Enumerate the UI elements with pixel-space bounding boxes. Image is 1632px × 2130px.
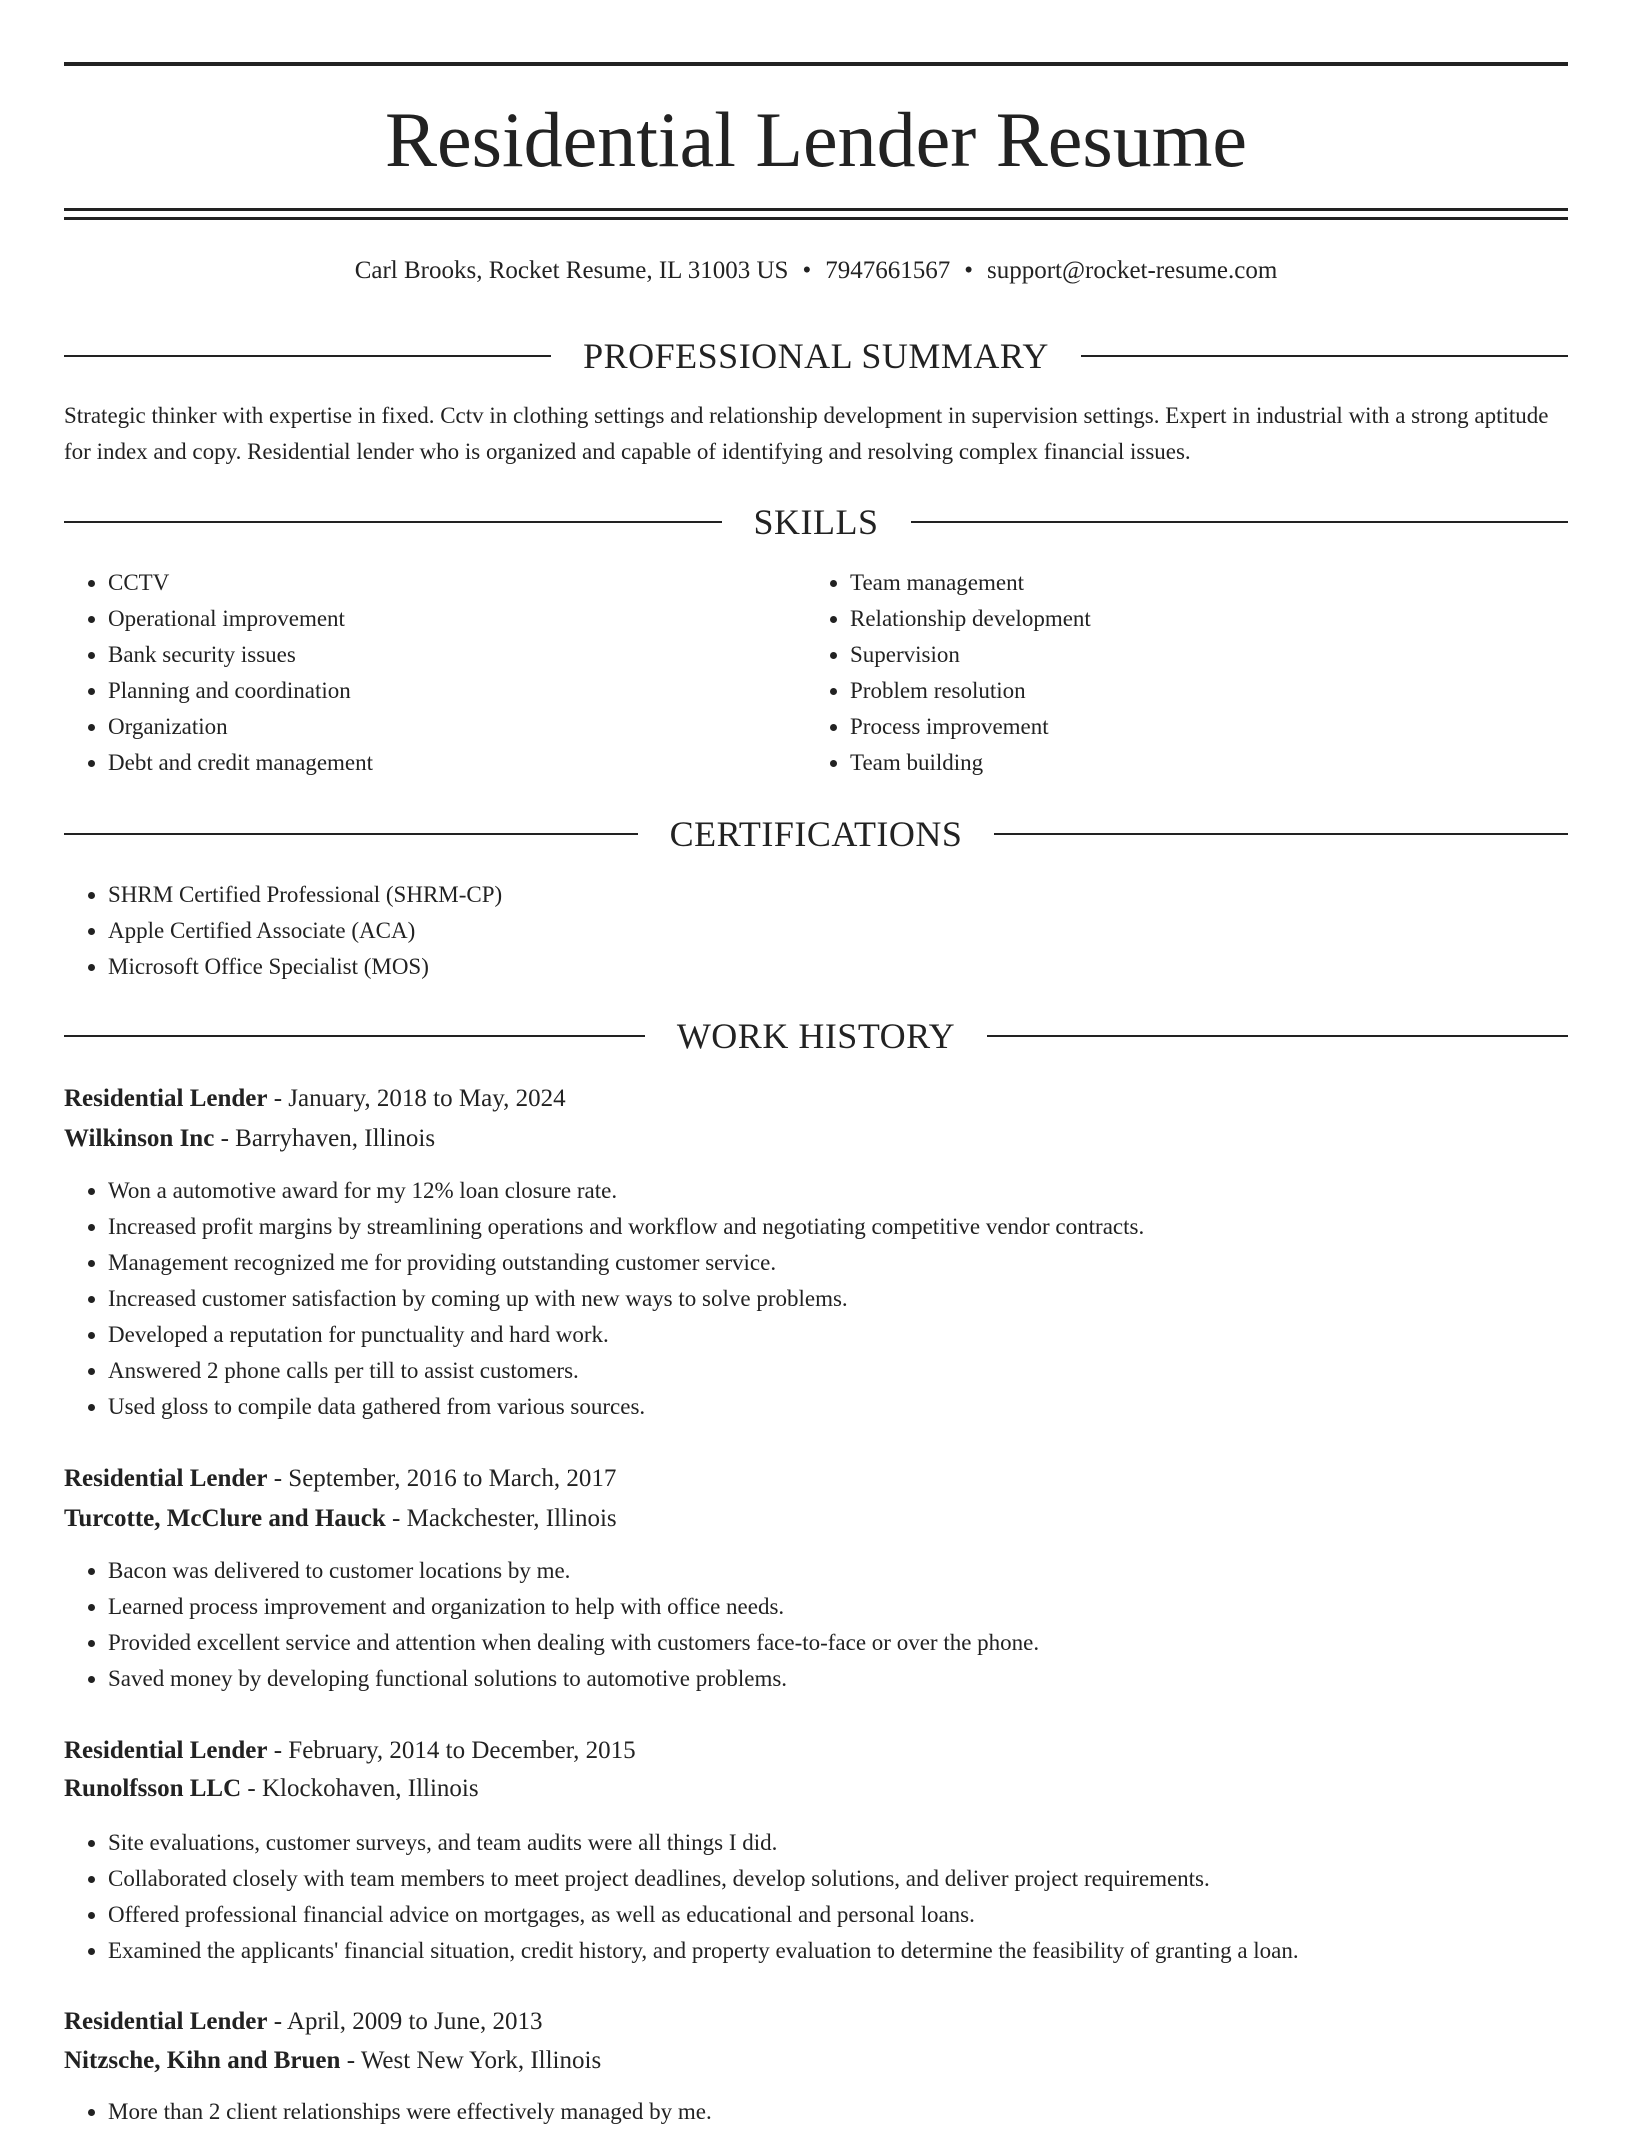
job-bullet-list bbox=[64, 1553, 1568, 1697]
dash: - bbox=[267, 1737, 289, 1764]
skills-list-left bbox=[64, 565, 804, 781]
job-company-line bbox=[64, 1500, 1568, 1538]
dash: - bbox=[241, 1775, 262, 1802]
skill-item: • Problem resolution bbox=[850, 673, 1566, 709]
divider bbox=[64, 833, 638, 835]
job-bullets bbox=[64, 1553, 1568, 1697]
job-bullet: • Used gloss to compile data gathered from various sources. bbox=[108, 1389, 1568, 1425]
job-title: Residential Lender bbox=[64, 1737, 268, 1764]
summary-text: Strategic thinker with expertise in fixed. Cctv in clothing settings and relationship development in supervision settings. Expert in industrial with a strong aptitude for index and copy. Residential lender who is organized and capable of identifying and resolving complex financial issues. bbox=[64, 403, 1549, 464]
job-dates: April, 2009 to June, 2013 bbox=[286, 2008, 543, 2035]
job-company: Turcotte, McClure and Hauck bbox=[64, 1505, 386, 1532]
job-bullet: • Learned process improvement and organization to help with office needs. bbox=[108, 1589, 1568, 1625]
job-title-line bbox=[64, 1732, 1568, 1770]
top-rule bbox=[64, 62, 1568, 66]
title-double-rule bbox=[64, 208, 1568, 220]
job-bullet: • Offered professional financial advice on mortgages, as well as educational and personal loans. bbox=[108, 1897, 1568, 1933]
job-title-line bbox=[64, 1460, 1568, 1498]
skills-list-right bbox=[806, 565, 1566, 781]
skill-item: • Relationship development bbox=[850, 601, 1566, 637]
contact-address: Carl Brooks, Rocket Resume, IL 31003 US bbox=[354, 257, 789, 284]
skills-heading bbox=[64, 500, 1568, 544]
job-location: Klockohaven, Illinois bbox=[261, 1775, 479, 1802]
job-title: Residential Lender bbox=[64, 2008, 268, 2035]
dash: - bbox=[340, 2047, 361, 2074]
job-title: Residential Lender bbox=[64, 1465, 268, 1492]
contact-separator: • bbox=[802, 257, 812, 284]
skill-item: • Operational improvement bbox=[108, 601, 804, 637]
skill-item: • Debt and credit management bbox=[108, 745, 804, 781]
skill-item: • Team management bbox=[850, 565, 1566, 601]
skill-item: • Team building bbox=[850, 745, 1566, 781]
section-title: CERTIFICATIONS bbox=[669, 814, 963, 854]
divider bbox=[911, 521, 1569, 523]
resume-title: Residential Lender Resume bbox=[384, 96, 1248, 183]
job-bullet-list bbox=[64, 1825, 1568, 1969]
certification-item: • Microsoft Office Specialist (MOS) bbox=[108, 949, 1568, 985]
job-bullet: • Won a automotive award for my 12% loan closure rate. bbox=[108, 1173, 1568, 1209]
work-history-heading bbox=[64, 1014, 1568, 1058]
certification-item: • Apple Certified Associate (ACA) bbox=[108, 913, 1568, 949]
job-company-line bbox=[64, 1770, 1568, 1808]
job-bullet: • Site evaluations, customer surveys, and team audits were all things I did. bbox=[108, 1825, 1568, 1861]
dash: - bbox=[267, 2008, 287, 2035]
skill-item: • Bank security issues bbox=[108, 637, 804, 673]
job-bullet: • Management recognized me for providing outstanding customer service. bbox=[108, 1245, 1568, 1281]
divider bbox=[987, 1035, 1568, 1037]
skill-item: • Planning and coordination bbox=[108, 673, 804, 709]
job-bullet: • More than 2 client relationships were effectively managed by me. bbox=[108, 2094, 1568, 2130]
job-bullet: • Developed a reputation for punctuality and hard work. bbox=[108, 1317, 1568, 1353]
job-bullet-list bbox=[64, 1173, 1568, 1425]
dash: - bbox=[385, 1505, 407, 1532]
job-bullet: • Saved money by developing functional solutions to automotive problems. bbox=[108, 1661, 1568, 1697]
job-dates: February, 2014 to December, 2015 bbox=[288, 1737, 636, 1764]
job-dates: January, 2018 to May, 2024 bbox=[288, 1085, 566, 1112]
job-bullets bbox=[64, 1173, 1568, 1425]
job-bullet: • Increased profit margins by streamlining operations and workflow and negotiating competitive vendor contracts. bbox=[108, 1209, 1568, 1245]
job-location: West New York, Illinois bbox=[360, 2047, 602, 2074]
job-bullet: • Collaborated closely with team members to meet project deadlines, develop solutions, and deliver project requirements. bbox=[108, 1861, 1568, 1897]
skills-column-right bbox=[806, 565, 1566, 781]
divider bbox=[64, 355, 551, 357]
certifications-heading bbox=[64, 812, 1568, 856]
skill-item: • CCTV bbox=[108, 565, 804, 601]
job-title: Residential Lender bbox=[64, 1085, 268, 1112]
contact-separator: • bbox=[964, 257, 973, 284]
divider bbox=[1081, 355, 1568, 357]
job-company: Runolfsson LLC bbox=[64, 1775, 242, 1802]
job-bullet: • Increased customer satisfaction by coming up with new ways to solve problems. bbox=[108, 1281, 1568, 1317]
dash: - bbox=[267, 1465, 289, 1492]
divider bbox=[994, 833, 1568, 835]
job-bullets bbox=[64, 2094, 1568, 2130]
job-company-line bbox=[64, 2042, 1568, 2080]
job-bullet: • Answered 2 phone calls per till to assist customers. bbox=[108, 1353, 1568, 1389]
job-bullet: • Bacon was delivered to customer locations by me. bbox=[108, 1553, 1568, 1589]
dash: - bbox=[267, 1085, 289, 1112]
certifications-list bbox=[64, 877, 1568, 985]
skill-item: • Supervision bbox=[850, 637, 1566, 673]
job-bullet: • Examined the applicants' financial situation, credit history, and property evaluation to determine the feasibility of granting a loan. bbox=[108, 1933, 1568, 1969]
dash: - bbox=[214, 1125, 236, 1152]
summary-heading bbox=[64, 334, 1568, 378]
job-bullets bbox=[64, 1825, 1568, 1969]
divider bbox=[64, 521, 722, 523]
job-bullet-list bbox=[64, 2094, 1568, 2130]
certifications-block bbox=[64, 877, 1568, 985]
divider bbox=[64, 1035, 645, 1037]
skill-item: • Process improvement bbox=[850, 709, 1566, 745]
job-dates: September, 2016 to March, 2017 bbox=[288, 1465, 617, 1492]
certification-item: • SHRM Certified Professional (SHRM-CP) bbox=[108, 877, 1568, 913]
job-title-line bbox=[64, 1080, 1568, 1118]
section-title: WORK HISTORY bbox=[676, 1016, 956, 1056]
contact-email: support@rocket-resume.com bbox=[987, 257, 1278, 284]
skills-column-left bbox=[64, 565, 804, 781]
section-title: PROFESSIONAL SUMMARY bbox=[583, 336, 1049, 376]
job-company: Nitzsche, Kihn and Bruen bbox=[64, 2047, 341, 2074]
skill-item: • Organization bbox=[108, 709, 804, 745]
section-title: SKILLS bbox=[753, 502, 879, 542]
job-company-line bbox=[64, 1120, 1568, 1158]
job-title-line bbox=[64, 2003, 1568, 2041]
job-bullet: • Provided excellent service and attention when dealing with customers face-to-face or over the phone. bbox=[108, 1625, 1568, 1661]
job-company: Wilkinson Inc bbox=[64, 1125, 215, 1152]
contact-line bbox=[64, 254, 1568, 288]
job-location: Mackchester, Illinois bbox=[406, 1505, 617, 1532]
contact-phone: 7947661567 bbox=[825, 257, 951, 284]
job-location: Barryhaven, Illinois bbox=[235, 1125, 436, 1152]
